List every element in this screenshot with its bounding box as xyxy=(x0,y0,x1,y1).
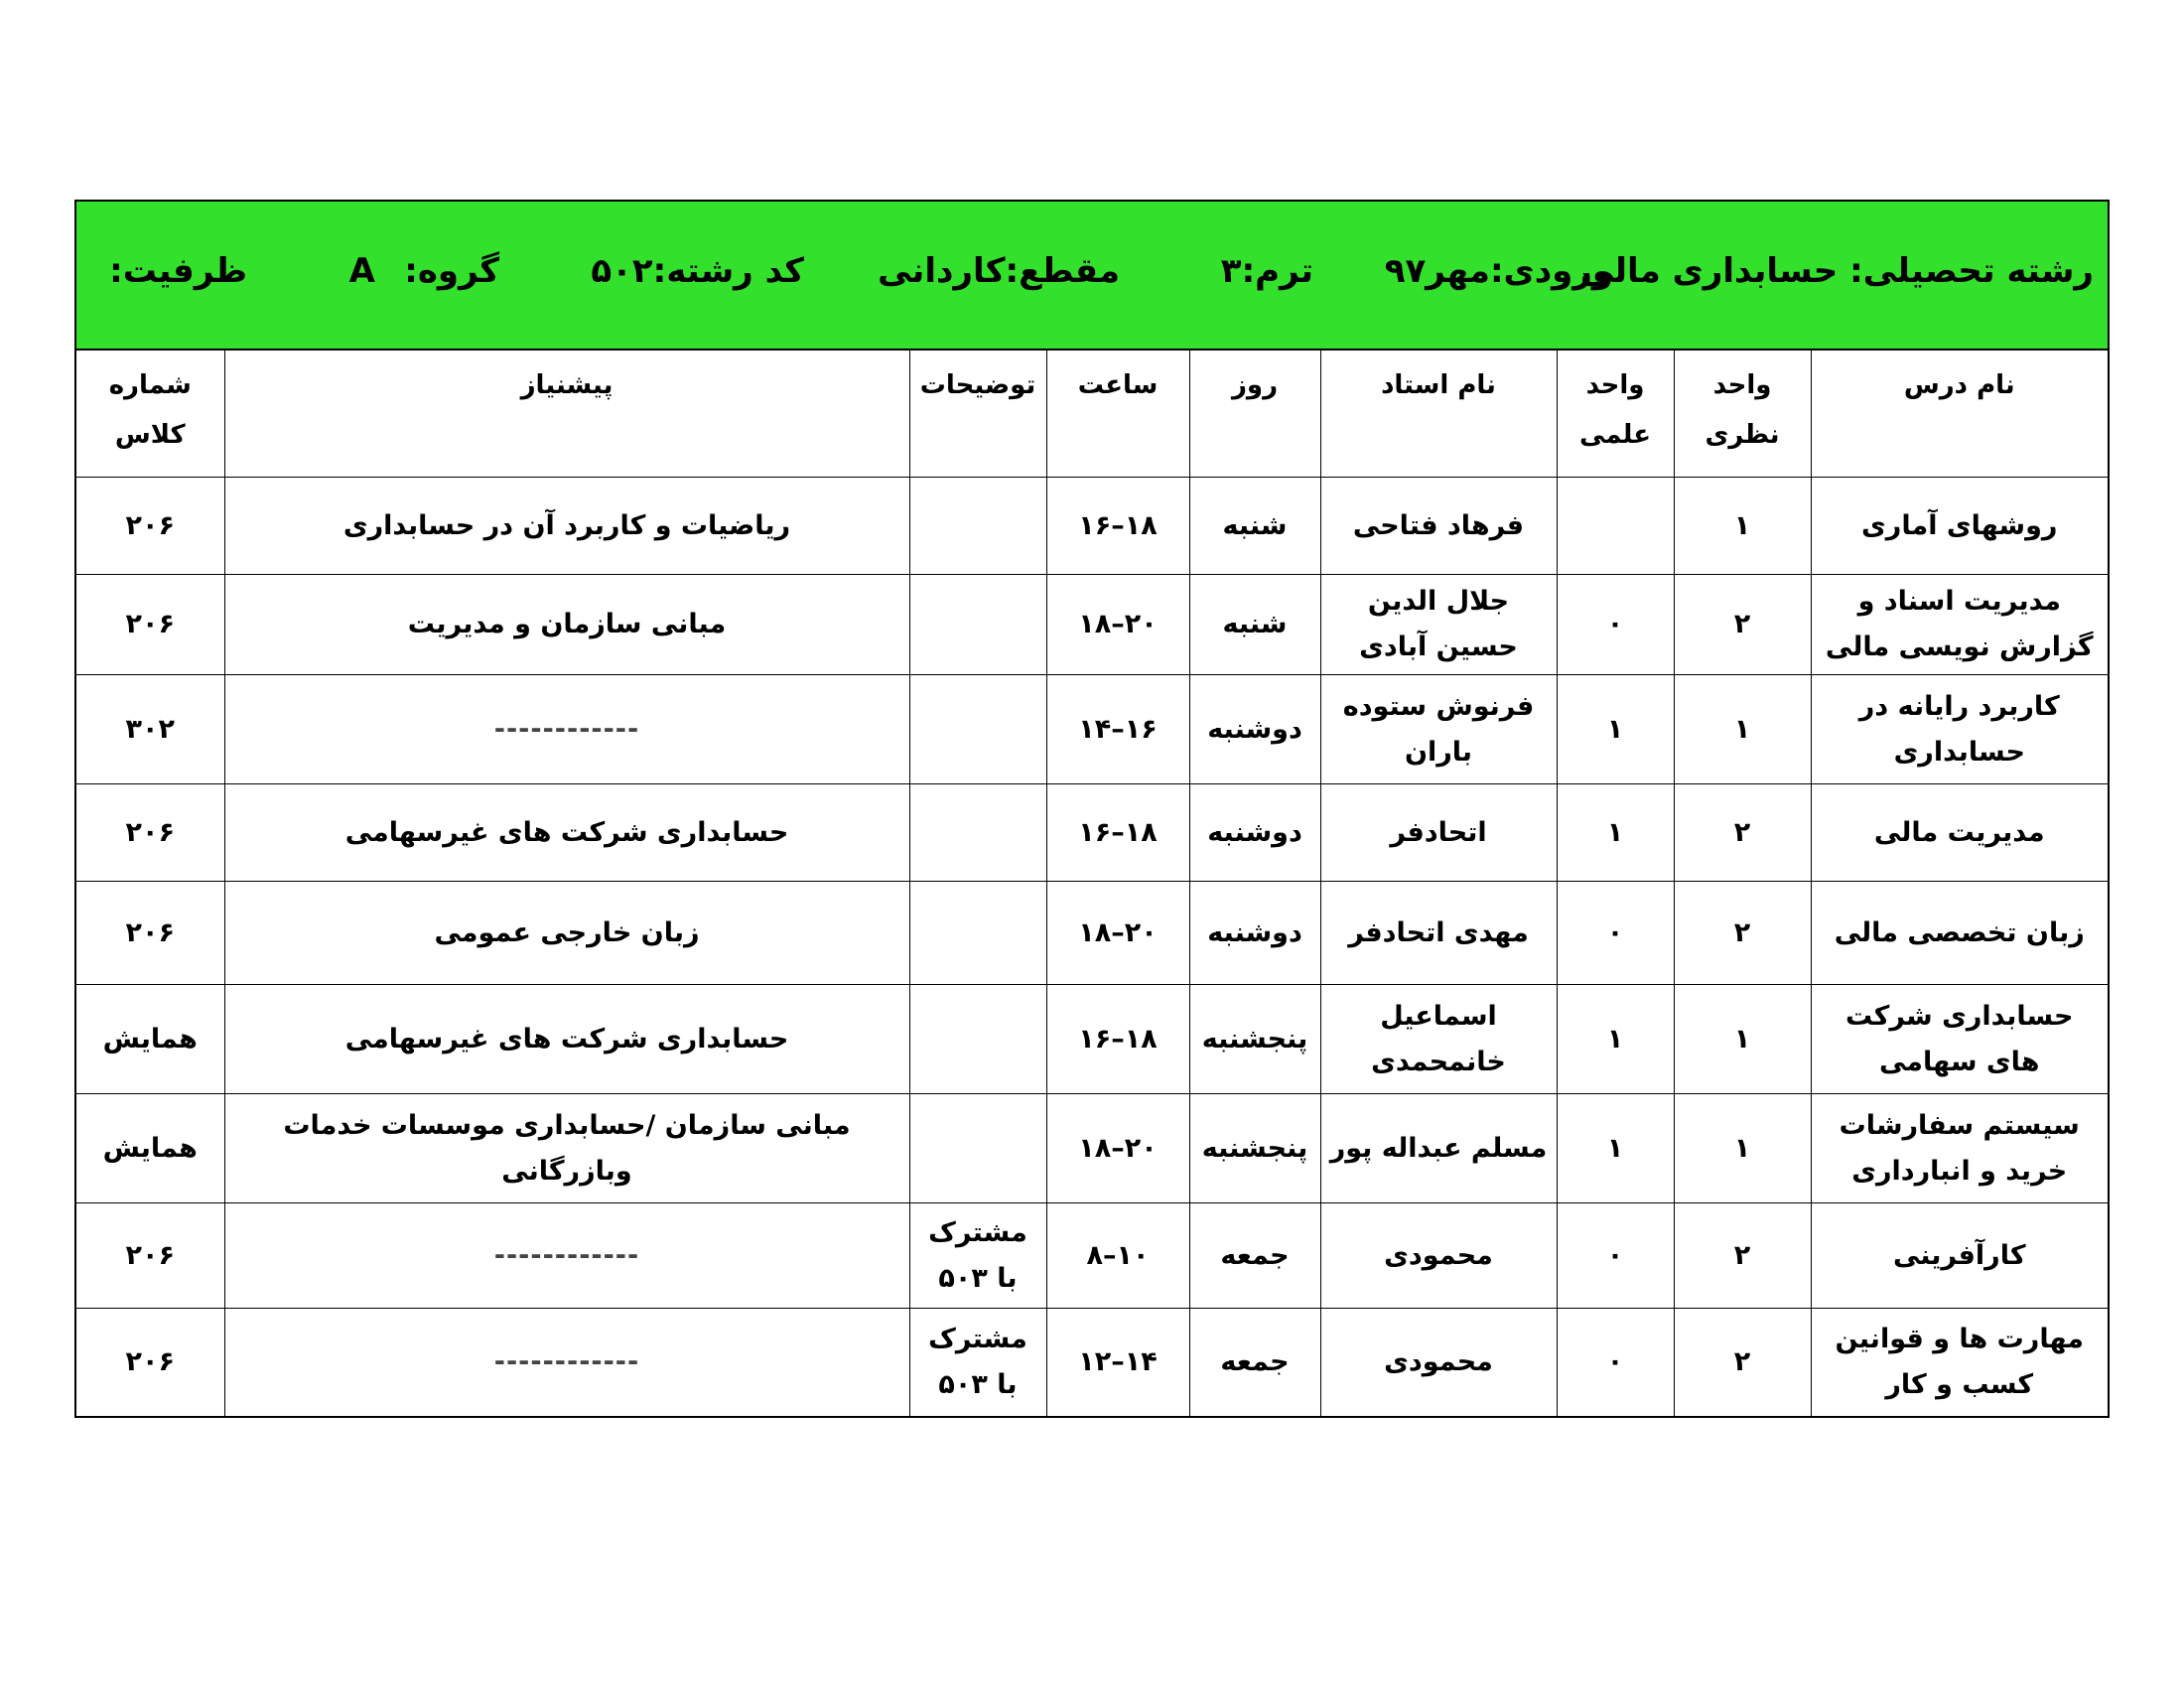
theory-units: ۱ xyxy=(1674,675,1811,784)
theory-units: ۲ xyxy=(1674,784,1811,882)
notes: مشترک با ۵۰۳ xyxy=(909,1309,1046,1416)
header-row xyxy=(76,351,2108,478)
room: ۲۰۶ xyxy=(76,882,224,985)
col-theory-units: واحد نظری xyxy=(1674,351,1811,478)
practical-units: ۰ xyxy=(1557,1203,1674,1309)
day: شنبه xyxy=(1189,575,1320,675)
instructor: محمودی xyxy=(1320,1203,1557,1309)
practical-units xyxy=(1557,478,1674,575)
capacity-label: ظرفیت: xyxy=(109,251,247,291)
table-row xyxy=(76,882,2108,985)
theory-units: ۱ xyxy=(1674,1094,1811,1203)
theory-units: ۲ xyxy=(1674,1203,1811,1309)
notes xyxy=(909,784,1046,882)
room: ۲۰۶ xyxy=(76,575,224,675)
practical-units: ۱ xyxy=(1557,1094,1674,1203)
notes xyxy=(909,985,1046,1094)
instructor: محمودی xyxy=(1320,1309,1557,1416)
time: ۱۶–۱۴ xyxy=(1046,675,1189,784)
room: ۲۰۶ xyxy=(76,478,224,575)
time: ۱۸–۱۶ xyxy=(1046,784,1189,882)
course-name: روشهای آماری xyxy=(1811,478,2108,575)
time: ۱۰–۸ xyxy=(1046,1203,1189,1309)
prerequisite: ------------ xyxy=(224,1203,909,1309)
program-code: کد رشته:۵۰۲ xyxy=(591,251,804,291)
table-row xyxy=(76,784,2108,882)
table-row xyxy=(76,478,2108,575)
table-row xyxy=(76,1309,2108,1416)
day: دوشنبه xyxy=(1189,882,1320,985)
day: دوشنبه xyxy=(1189,675,1320,784)
room: همایش xyxy=(76,1094,224,1203)
education-level: مقطع:کاردانی xyxy=(878,251,1120,291)
prerequisite: ------------ xyxy=(224,675,909,784)
theory-units: ۲ xyxy=(1674,1309,1811,1416)
table-row xyxy=(76,985,2108,1094)
prerequisite: مبانی سازمان و مدیریت xyxy=(224,575,909,675)
col-notes: توضیحات xyxy=(909,351,1046,478)
room: ۲۰۶ xyxy=(76,784,224,882)
instructor: فرهاد فتاحی xyxy=(1320,478,1557,575)
time: ۲۰–۱۸ xyxy=(1046,1094,1189,1203)
field-of-study: رشته تحصیلی: حسابداری مالی xyxy=(1579,251,2094,291)
term: ترم:۳ xyxy=(1220,251,1313,291)
time: ۲۰–۱۸ xyxy=(1046,882,1189,985)
theory-units: ۲ xyxy=(1674,575,1811,675)
day: پنجشنبه xyxy=(1189,1094,1320,1203)
notes xyxy=(909,575,1046,675)
prerequisite: حسابداری شرکت های غیرسهامی xyxy=(224,784,909,882)
col-instructor: نام استاد xyxy=(1320,351,1557,478)
day: شنبه xyxy=(1189,478,1320,575)
time: ۱۸–۱۶ xyxy=(1046,985,1189,1094)
room: ۳۰۲ xyxy=(76,675,224,784)
prerequisite: ریاضیات و کاربرد آن در حسابداری xyxy=(224,478,909,575)
table-row xyxy=(76,1203,2108,1309)
prerequisite: ------------ xyxy=(224,1309,909,1416)
col-day: روز xyxy=(1189,351,1320,478)
time: ۱۸–۱۶ xyxy=(1046,478,1189,575)
theory-units: ۲ xyxy=(1674,882,1811,985)
notes xyxy=(909,882,1046,985)
notes xyxy=(909,675,1046,784)
practical-units: ۰ xyxy=(1557,1309,1674,1416)
course-name: کاربرد رایانه در حسابداری xyxy=(1811,675,2108,784)
instructor: فرنوش ستوده باران xyxy=(1320,675,1557,784)
table-row xyxy=(76,1094,2108,1203)
practical-units: ۱ xyxy=(1557,784,1674,882)
col-practical-units: واحد علمی xyxy=(1557,351,1674,478)
schedule-table xyxy=(76,351,2108,1416)
group-label: گروه: xyxy=(404,251,499,291)
group-value: A xyxy=(348,251,375,291)
day: پنجشنبه xyxy=(1189,985,1320,1094)
instructor: اسماعیل خانمحمدی xyxy=(1320,985,1557,1094)
room: ۲۰۶ xyxy=(76,1309,224,1416)
schedule-sheet xyxy=(74,200,2110,1418)
theory-units: ۱ xyxy=(1674,985,1811,1094)
instructor: جلال الدین حسین آبادی xyxy=(1320,575,1557,675)
notes xyxy=(909,1094,1046,1203)
instructor: مسلم عبداله پور xyxy=(1320,1094,1557,1203)
theory-units: ۱ xyxy=(1674,478,1811,575)
col-course: نام درس xyxy=(1811,351,2108,478)
course-name: مهارت ها و قوانین کسب و کار xyxy=(1811,1309,2108,1416)
time: ۲۰–۱۸ xyxy=(1046,575,1189,675)
course-name: حسابداری شرکت های سهامی xyxy=(1811,985,2108,1094)
time: ۱۴–۱۲ xyxy=(1046,1309,1189,1416)
prerequisite: حسابداری شرکت های غیرسهامی xyxy=(224,985,909,1094)
col-room: شماره کلاس xyxy=(76,351,224,478)
table-row xyxy=(76,575,2108,675)
course-name: سیستم سفارشات خرید و انبارداری xyxy=(1811,1094,2108,1203)
course-name: مدیریت مالی xyxy=(1811,784,2108,882)
col-prerequisite: پیشنیاز xyxy=(224,351,909,478)
prerequisite: مبانی سازمان /حسابداری موسسات خدمات وبازرگانی xyxy=(224,1094,909,1203)
day: جمعه xyxy=(1189,1309,1320,1416)
course-name: مدیریت اسناد و گزارش نویسی مالی xyxy=(1811,575,2108,675)
instructor: اتحادفر xyxy=(1320,784,1557,882)
day: دوشنبه xyxy=(1189,784,1320,882)
room: ۲۰۶ xyxy=(76,1203,224,1309)
notes xyxy=(909,478,1046,575)
practical-units: ۱ xyxy=(1557,985,1674,1094)
entry-date: ورودی:مهر۹۷ xyxy=(1384,251,1613,291)
practical-units: ۰ xyxy=(1557,575,1674,675)
header-band xyxy=(76,202,2108,351)
practical-units: ۱ xyxy=(1557,675,1674,784)
course-name: کارآفرینی xyxy=(1811,1203,2108,1309)
prerequisite: زبان خارجی عمومی xyxy=(224,882,909,985)
day: جمعه xyxy=(1189,1203,1320,1309)
practical-units: ۰ xyxy=(1557,882,1674,985)
notes: مشترک با ۵۰۳ xyxy=(909,1203,1046,1309)
col-time: ساعت xyxy=(1046,351,1189,478)
course-name: زبان تخصصی مالی xyxy=(1811,882,2108,985)
instructor: مهدی اتحادفر xyxy=(1320,882,1557,985)
table-row xyxy=(76,675,2108,784)
room: همایش xyxy=(76,985,224,1094)
